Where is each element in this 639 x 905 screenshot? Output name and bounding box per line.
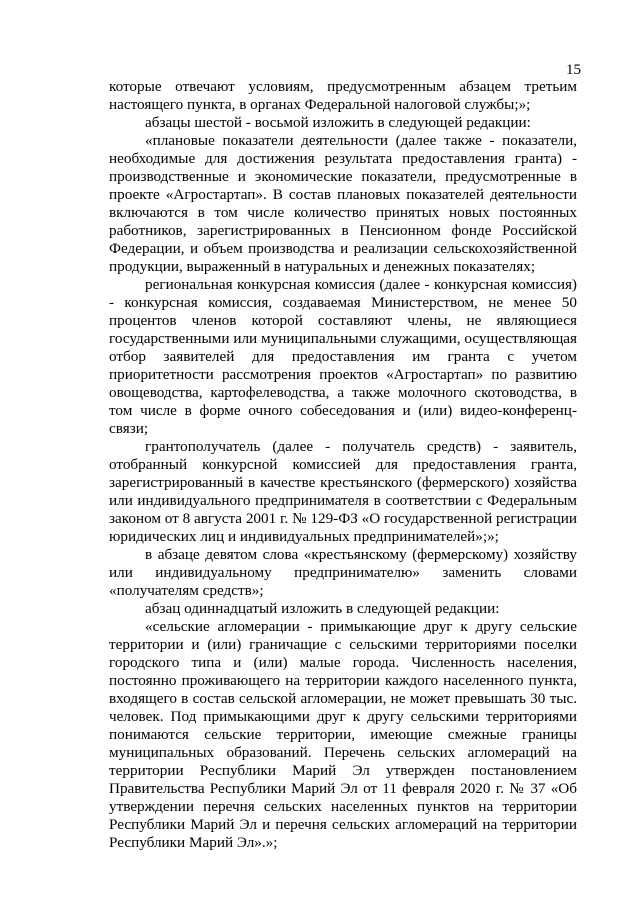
paragraph-1: которые отвечают условиям, предусмотренным абзацем третьим настоящего пункта, в органах Федеральной налоговой службы;»; — [109, 78, 577, 113]
paragraph-3: «плановые показатели деятельности (далее также - показатели, необходимые для достижения результата предоставления гранта) - производственные и экономические показатели, предусмотренные в проекте «Агростартап». В состав плановых показателей деятельности включаются в том числе количество принятых новых постоянных работников, зарегистрированных в Пенсионном фонде Российской Федерации, и объем производства и реализации сельскохозяйственной продукции, выраженный в натуральных и денежных показателях; — [109, 132, 577, 275]
paragraph-5: грантополучатель (далее - получатель средств) - заявитель, отобранный конкурсной комиссией для предоставления гранта, зарегистрированный в качестве крестьянского (фермерского) хозяйства или индивидуального предпринимателя в соответствии с Федеральным законом от 8 августа 2001 г. № 129-ФЗ «О государственной регистрации юридических лиц и индивидуальных предпринимателей»;»; — [109, 438, 578, 545]
paragraph-4: региональная конкурсная комиссия (далее - конкурсная комиссия) - конкурсная комиссия, создаваемая Министерством, не менее 50 процентов членов которой составляют члены, не являющиеся государственными или муниципальными служащими, осуществляющая отбор заявителей для предоставления им гранта с учетом приоритетности рассмотрения проектов «Агростартап» по развитию овощеводства, картофелеводства, а также молочного скотоводства, в том числе в форме очного собеседования и (или) видео-конференц-связи; — [109, 276, 577, 437]
paragraph-7: абзац одиннадцатый изложить в следующей редакции: — [145, 600, 500, 617]
paragraph-6: в абзаце девятом слова «крестьянскому (фермерскому) хозяйству или индивидуальному предпринимателю» заменить словами «получателям средств»; — [109, 546, 577, 599]
document-body — [109, 78, 577, 852]
paragraph-8: «сельские агломерации - примыкающие друг к другу сельские территории и (или) граничащие с сельскими территориями поселки городского типа и (или) малые города. Численность населения, постоянно проживающего на территории каждого населенного пункта, входящего в состав сельской агломерации, не может превышать 30 тыс. человек. Под примыкающими друг к другу сельскими территориями понимаются сельские территории, имеющие смежные границы муниципальных образований. Перечень сельских агломераций на территории Республики Марий Эл утвержден постановлением Правительства Республики Марий Эл от 11 февраля 2020 г. № 37 «Об утверждении перечня сельских населенных пунктов на территории Республики Марий Эл и перечня сельских агломераций на территории Республики Марий Эл».»; — [109, 618, 577, 851]
paragraph-2: абзацы шестой - восьмой изложить в следующей редакции: — [145, 114, 531, 131]
page-number: 15 — [566, 62, 581, 78]
